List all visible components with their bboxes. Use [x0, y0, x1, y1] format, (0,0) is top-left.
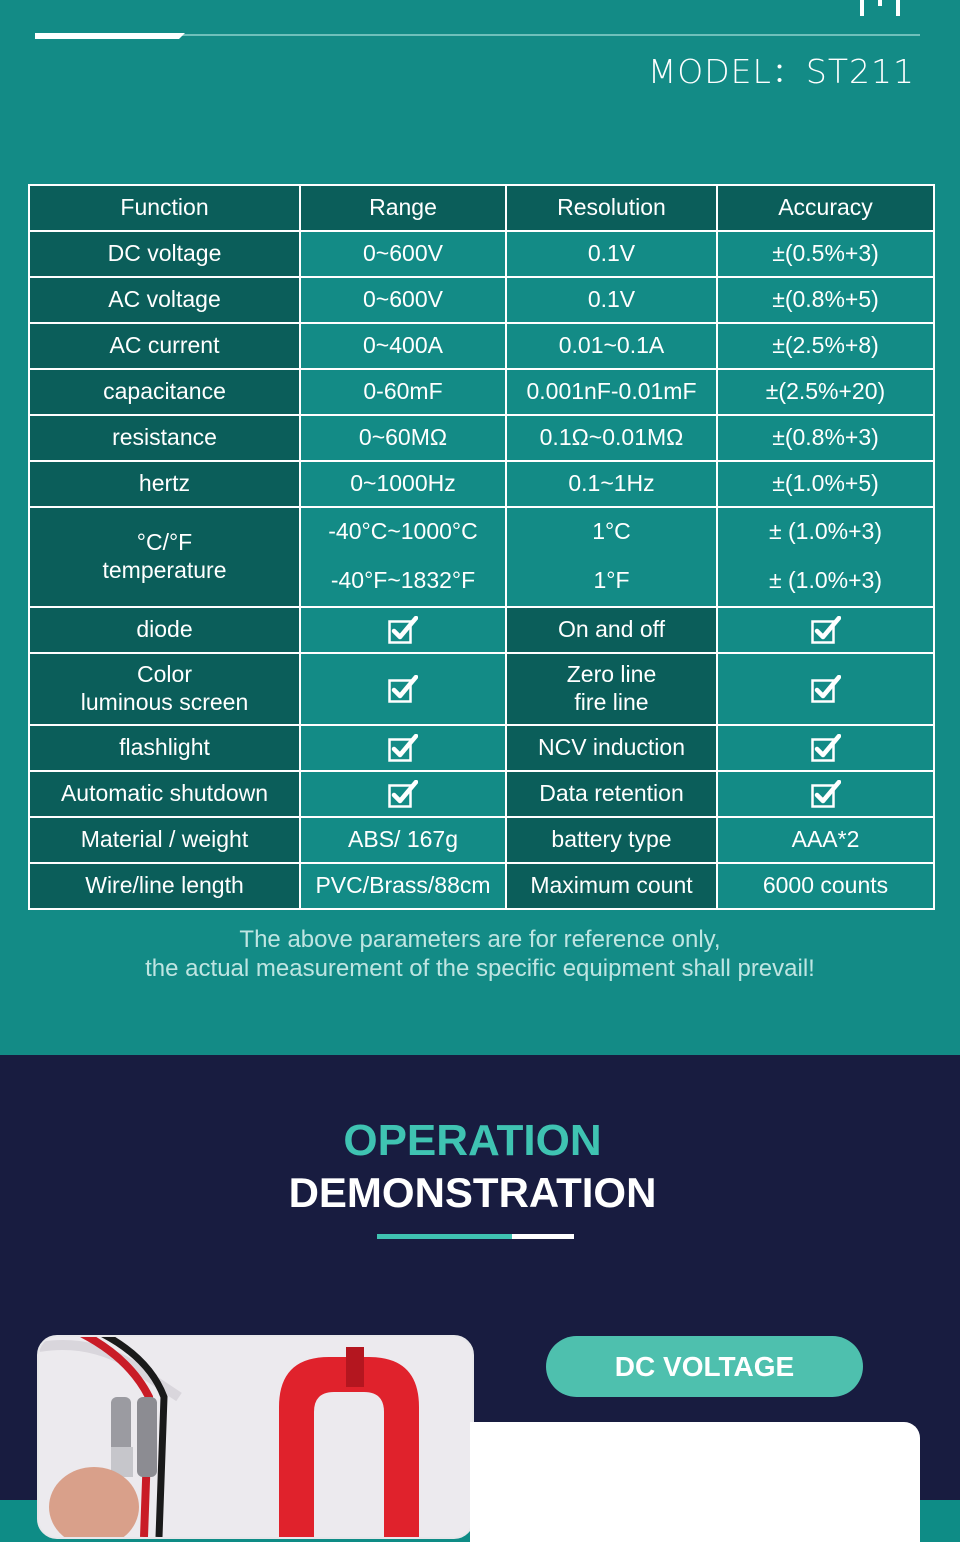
feature-check — [717, 771, 934, 817]
range-cell: 0~400A — [300, 323, 506, 369]
resolution-cell: 0.1V — [506, 231, 717, 277]
feature-check — [717, 725, 934, 771]
table-row — [29, 817, 934, 863]
resolution-cell: 0.1~1Hz — [506, 461, 717, 507]
resolution-cell: 0.1V — [506, 277, 717, 323]
title-underline — [512, 1234, 574, 1239]
resolution-cell: 1°F — [506, 555, 717, 607]
range-cell: 0~60MΩ — [300, 415, 506, 461]
feature-check — [717, 653, 934, 725]
feature-label — [506, 653, 717, 725]
feature-label: diode — [29, 607, 300, 653]
feature-row — [29, 607, 934, 653]
feature-label: Automatic shutdown — [29, 771, 300, 817]
clamp-meter-photo — [39, 1337, 472, 1537]
feature-check — [300, 725, 506, 771]
range-cell: 0-60mF — [300, 369, 506, 415]
feature-check — [300, 607, 506, 653]
temperature-unit-label: °C/°F — [136, 529, 193, 556]
table-row — [29, 323, 934, 369]
range-cell: 0~600V — [300, 231, 506, 277]
table-row — [29, 231, 934, 277]
feature-check — [717, 607, 934, 653]
feature-label — [29, 653, 300, 725]
table-header-row — [29, 185, 934, 231]
check-mark-icon — [811, 734, 841, 762]
table-row — [29, 461, 934, 507]
value-cell: ABS/ 167g — [300, 817, 506, 863]
feature-label-line1: Zero line — [566, 661, 657, 688]
title-underline-accent — [377, 1234, 512, 1239]
feature-row — [29, 771, 934, 817]
function-cell: capacitance — [29, 369, 300, 415]
feature-label: On and off — [506, 607, 717, 653]
function-cell: resistance — [29, 415, 300, 461]
function-cell: Wire/line length — [29, 863, 300, 909]
function-cell: AC voltage — [29, 277, 300, 323]
table-row — [29, 277, 934, 323]
temperature-word-label: temperature — [102, 557, 227, 583]
feature-label: NCV induction — [506, 725, 717, 771]
feature-row — [29, 653, 934, 725]
accuracy-cell: ±(0.5%+3) — [717, 231, 934, 277]
function-cell: AC current — [29, 323, 300, 369]
brand-logo-fragment — [860, 0, 900, 18]
header-accuracy: Accuracy — [717, 185, 934, 231]
feature-label-line1: Color — [137, 661, 192, 688]
accuracy-cell: ±(2.5%+8) — [717, 323, 934, 369]
feature-label-line2: luminous screen — [80, 689, 249, 715]
table-row — [29, 863, 934, 909]
value-cell: AAA*2 — [717, 817, 934, 863]
table-row — [29, 369, 934, 415]
accuracy-cell: ±(0.8%+5) — [717, 277, 934, 323]
accuracy-cell: ±(1.0%+5) — [717, 461, 934, 507]
disclaimer-note — [0, 925, 960, 983]
demo-card — [470, 1422, 920, 1542]
function-cell: DC voltage — [29, 231, 300, 277]
resolution-cell: 0.001nF-0.01mF — [506, 369, 717, 415]
feature-label: flashlight — [29, 725, 300, 771]
disclaimer-line1: The above parameters are for reference only, — [239, 926, 721, 953]
dc-voltage-label: DC VOLTAGE — [546, 1336, 863, 1397]
accuracy-cell: ± (1.0%+3) — [717, 555, 934, 607]
check-mark-icon — [811, 780, 841, 808]
accuracy-cell: ± (1.0%+3) — [717, 507, 934, 555]
value-cell: PVC/Brass/88cm — [300, 863, 506, 909]
function-cell: hertz — [29, 461, 300, 507]
product-photo — [37, 1335, 474, 1539]
feature-check — [300, 653, 506, 725]
range-cell: 0~1000Hz — [300, 461, 506, 507]
resolution-cell: 0.1Ω~0.01MΩ — [506, 415, 717, 461]
header-divider-accent — [35, 33, 185, 39]
disclaimer-line2: the actual measurement of the specific equipment shall prevail! — [145, 955, 815, 982]
function-cell: battery type — [506, 817, 717, 863]
function-cell: Material / weight — [29, 817, 300, 863]
demonstration-title: DEMONSTRATION — [288, 1169, 657, 1216]
feature-row — [29, 725, 934, 771]
spec-table — [28, 184, 935, 910]
accuracy-cell: ±(2.5%+20) — [717, 369, 934, 415]
check-mark-icon — [811, 616, 841, 644]
accuracy-cell: ±(0.8%+3) — [717, 415, 934, 461]
range-cell: 0~600V — [300, 277, 506, 323]
header-range: Range — [300, 185, 506, 231]
check-mark-icon — [388, 780, 418, 808]
table-row — [29, 415, 934, 461]
feature-label-line2: fire line — [574, 689, 649, 715]
check-mark-icon — [388, 675, 418, 703]
range-cell: -40°C~1000°C — [300, 507, 506, 555]
range-cell: -40°F~1832°F — [300, 555, 506, 607]
header-resolution: Resolution — [506, 185, 717, 231]
check-mark-icon — [388, 734, 418, 762]
function-cell: Maximum count — [506, 863, 717, 909]
feature-label: Data retention — [506, 771, 717, 817]
value-cell: 6000 counts — [717, 863, 934, 909]
operation-title: OPERATION — [343, 1116, 602, 1165]
feature-check — [300, 771, 506, 817]
header-function: Function — [29, 185, 300, 231]
table-row-temperature-c — [29, 507, 934, 555]
model-label: MODEL：ST211 — [647, 52, 915, 91]
resolution-cell: 1°C — [506, 507, 717, 555]
resolution-cell: 0.01~0.1A — [506, 323, 717, 369]
check-mark-icon — [811, 675, 841, 703]
temperature-label — [29, 507, 300, 607]
check-mark-icon — [388, 616, 418, 644]
